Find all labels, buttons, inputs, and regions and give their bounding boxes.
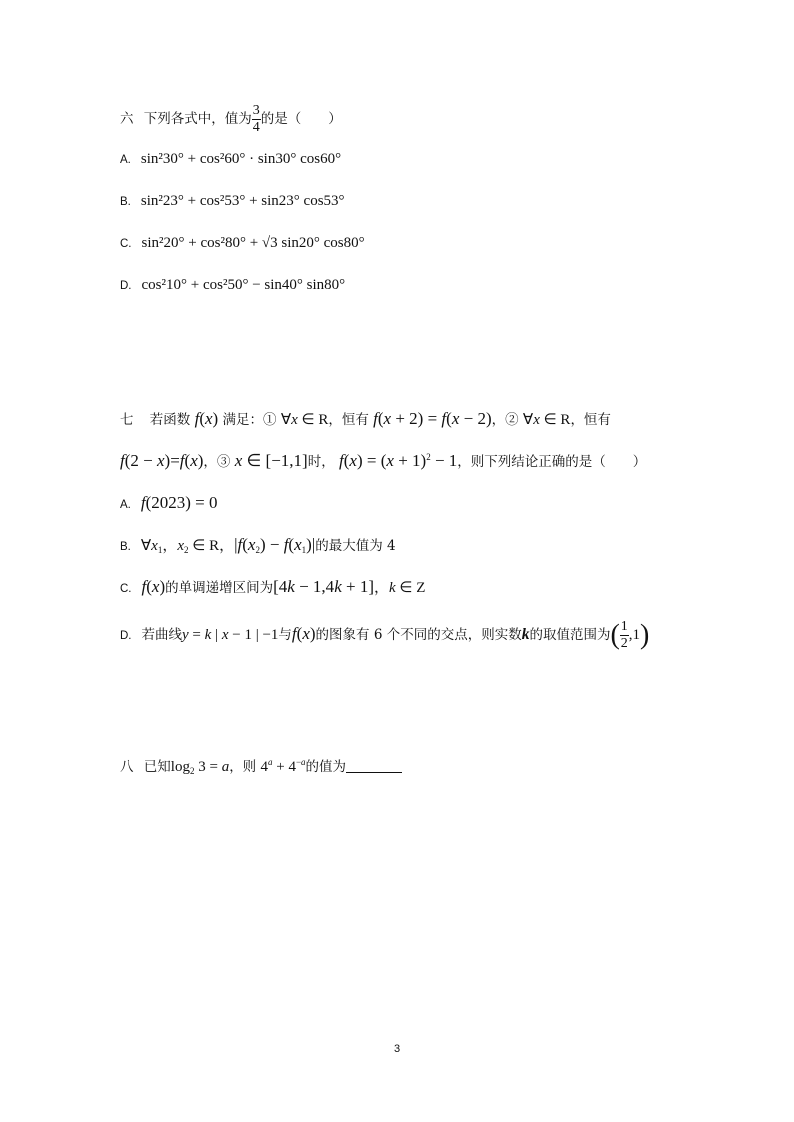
- q7-text: ，恒有: [570, 412, 611, 428]
- q8-number: 八: [120, 759, 134, 775]
- math-power-sum: $4^a + 4^{-a}$: [260, 757, 306, 775]
- q6-stem: [120, 104, 342, 135]
- q6-option-b: [120, 194, 345, 209]
- math-log: $\log_2 3 = a$: [170, 759, 230, 776]
- option-expr: $|f(x_2) - f(x_1)|$: [234, 535, 316, 555]
- q6-text-after: 的是（ ）: [260, 111, 342, 127]
- option-text: 与: [278, 627, 292, 643]
- q7-text: ，恒有: [328, 412, 369, 428]
- option-label: B.: [120, 196, 131, 208]
- option-expr: y = k | x − 1 | −1: [182, 627, 279, 643]
- math-symmetry: f(2 − x)=f(x): [120, 451, 204, 470]
- q7-text: 时，: [307, 454, 335, 470]
- fraction-half: $\frac{1}{2}$: [620, 619, 628, 651]
- page-number: 3: [393, 1043, 401, 1055]
- math-forall: ∀x ∈ R: [522, 412, 571, 428]
- option-label: D.: [120, 280, 132, 292]
- option-expr: ,1: [628, 627, 641, 643]
- open-paren: (: [610, 619, 620, 651]
- q8-text: 已知: [143, 759, 171, 775]
- option-expr: $\forall x_1$，$x_2$ ∈ R，: [140, 538, 235, 555]
- option-expr: ，k ∈ Z: [373, 580, 426, 596]
- option-expr: sin²30° + cos²60° · sin30° cos60°: [140, 151, 342, 167]
- math-fx: f(x): [194, 409, 219, 428]
- q6-number: 六: [120, 111, 134, 127]
- option-expr: sin²20° + cos²80° + √3 sin20° cos80°: [141, 235, 365, 251]
- option-text: 的单调递增区间为: [165, 580, 274, 596]
- option-text: 若曲线: [141, 627, 182, 643]
- option-label: D.: [120, 630, 132, 642]
- option-expr: f(x): [141, 577, 166, 596]
- q7-stem-line1: [120, 410, 611, 428]
- option-text: 的最大值为 4: [315, 538, 396, 554]
- fraction-three-quarters: $\frac{3}{4}$: [252, 103, 260, 135]
- option-expr: cos²10° + cos²50° − sin40° sin80°: [141, 277, 346, 293]
- q7-stem-line2: [120, 452, 646, 470]
- math-forall: ∀x ∈ R: [280, 412, 329, 428]
- math-periodic: f(x + 2) = f(x − 2): [373, 409, 492, 428]
- q6-option-c: [120, 236, 365, 251]
- option-expr: f(x): [291, 624, 316, 643]
- q6-text-before: 下列各式中，值为: [143, 111, 252, 127]
- option-expr: sin²23° + cos²53° + sin23° cos53°: [140, 193, 345, 209]
- q8-stem: [120, 758, 402, 776]
- q7-option-c: [120, 578, 425, 596]
- q7-text: 若函数: [149, 412, 191, 428]
- option-text: 的图象有 6 个不同的交点，则实数: [315, 627, 522, 643]
- q7-text: ，则下列结论正确的是（ ）: [457, 454, 647, 470]
- q7-option-d: [120, 620, 649, 651]
- option-label: A.: [120, 154, 131, 166]
- q7-text: ，②: [491, 412, 519, 428]
- q7-option-a: [120, 494, 218, 512]
- option-label: B.: [120, 541, 131, 553]
- q7-text: 满足：①: [222, 412, 277, 428]
- option-expr: [4k − 1,4k + 1]: [273, 577, 374, 596]
- option-text: 的取值范围为: [529, 627, 611, 643]
- math-definition: $f(x) = (x + 1)^2 - 1$: [339, 451, 458, 470]
- q6-option-a: [120, 152, 341, 167]
- option-label: C.: [120, 238, 132, 250]
- option-expr: k: [521, 626, 530, 643]
- q6-option-d: [120, 278, 345, 293]
- math-interval: x ∈ [−1,1]: [234, 451, 308, 470]
- option-label: C.: [120, 583, 132, 595]
- q7-text: ，③: [203, 454, 231, 470]
- q8-text: 的值为: [305, 759, 347, 775]
- option-expr: f(2023) = 0: [140, 493, 218, 512]
- answer-blank[interactable]: [346, 760, 402, 773]
- q8-text: ，则: [229, 759, 257, 775]
- q7-number: 七: [120, 412, 134, 428]
- close-paren: ): [640, 619, 650, 651]
- q7-option-b: [120, 536, 396, 555]
- option-label: A.: [120, 499, 131, 511]
